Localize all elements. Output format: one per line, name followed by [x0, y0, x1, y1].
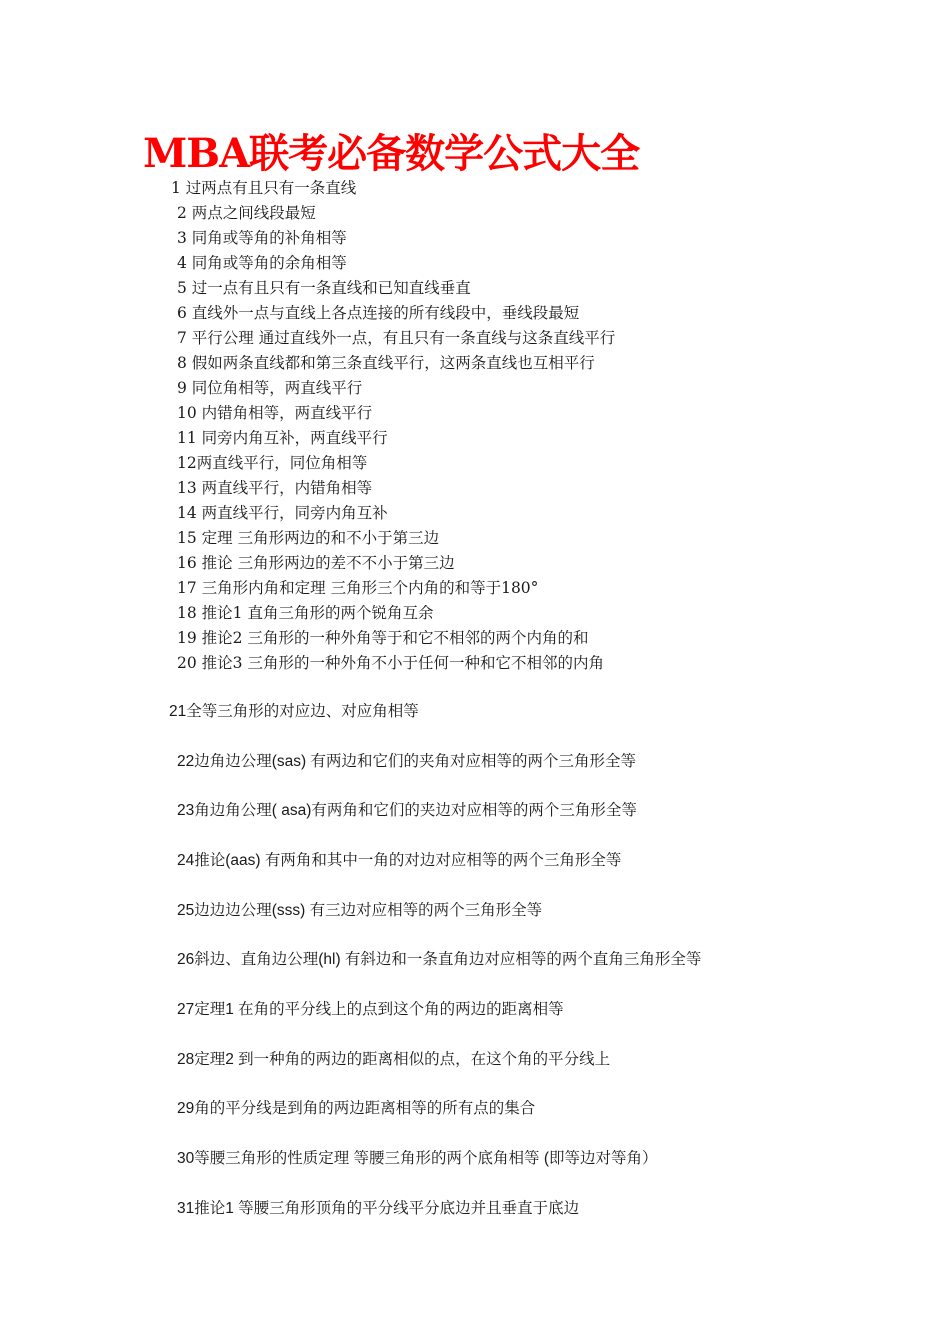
formula-item-29: 29角的平分线是到角的两边距离相等的所有点的集合	[177, 1100, 536, 1117]
document-title: MBA联考必备数学公式大全	[143, 130, 640, 177]
formula-item-22: 22边角边公理(sas) 有两边和它们的夹角对应相等的两个三角形全等	[177, 753, 636, 770]
formula-item-31: 31推论1 等腰三角形顶角的平分线平分底边并且垂直于底边	[177, 1200, 580, 1217]
formula-item-28: 28定理2 到一种角的两边的距离相似的点，在这个角的平分线上	[177, 1051, 611, 1068]
formula-item-20: 20 推论3 三角形的一种外角不小于任何一种和它不相邻的内角	[177, 654, 604, 672]
formula-item-24: 24推论(aas) 有两角和其中一角的对边对应相等的两个三角形全等	[177, 852, 622, 869]
formula-item-13: 13 两直线平行，内错角相等	[177, 479, 373, 497]
formula-item-27: 27定理1 在角的平分线上的点到这个角的两边的距离相等	[177, 1001, 564, 1018]
formula-item-10: 10 内错角相等，两直线平行	[177, 404, 373, 422]
formula-item-3: 3 同角或等角的补角相等	[177, 229, 347, 247]
formula-item-21: 21全等三角形的对应边、对应角相等	[169, 703, 419, 720]
formula-item-30: 30等腰三角形的性质定理 等腰三角形的两个底角相等 (即等边对等角）	[177, 1150, 658, 1167]
formula-item-2: 2 两点之间线段最短	[177, 204, 316, 222]
formula-item-11: 11 同旁内角互补，两直线平行	[177, 429, 388, 447]
formula-item-1: 1 过两点有且只有一条直线	[171, 179, 357, 197]
formula-item-4: 4 同角或等角的余角相等	[177, 254, 347, 272]
formula-item-8: 8 假如两条直线都和第三条直线平行，这两条直线也互相平行	[177, 354, 595, 372]
formula-item-19: 19 推论2 三角形的一种外角等于和它不相邻的两个内角的和	[177, 629, 589, 647]
formula-item-7: 7 平行公理 通过直线外一点，有且只有一条直线与这条直线平行	[177, 329, 616, 347]
formula-item-23: 23角边角公理( asa)有两角和它们的夹边对应相等的两个三角形全等	[177, 802, 637, 819]
formula-item-17: 17 三角形内角和定理 三角形三个内角的和等于180°	[177, 579, 539, 597]
formula-item-14: 14 两直线平行，同旁内角互补	[177, 504, 388, 522]
formula-item-16: 16 推论 三角形两边的差不不小于第三边	[177, 554, 455, 572]
formula-item-9: 9 同位角相等，两直线平行	[177, 379, 363, 397]
formula-item-26: 26斜边、直角边公理(hl) 有斜边和一条直角边对应相等的两个直角三角形全等	[177, 951, 702, 968]
formula-item-18: 18 推论1 直角三角形的两个锐角互余	[177, 604, 434, 622]
formula-item-5: 5 过一点有且只有一条直线和已知直线垂直	[177, 279, 471, 297]
formula-item-12: 12两直线平行，同位角相等	[177, 454, 368, 472]
formula-item-6: 6 直线外一点与直线上各点连接的所有线段中，垂线段最短	[177, 304, 580, 322]
formula-item-25: 25边边边公理(sss) 有三边对应相等的两个三角形全等	[177, 902, 543, 919]
formula-item-15: 15 定理 三角形两边的和不小于第三边	[177, 529, 440, 547]
